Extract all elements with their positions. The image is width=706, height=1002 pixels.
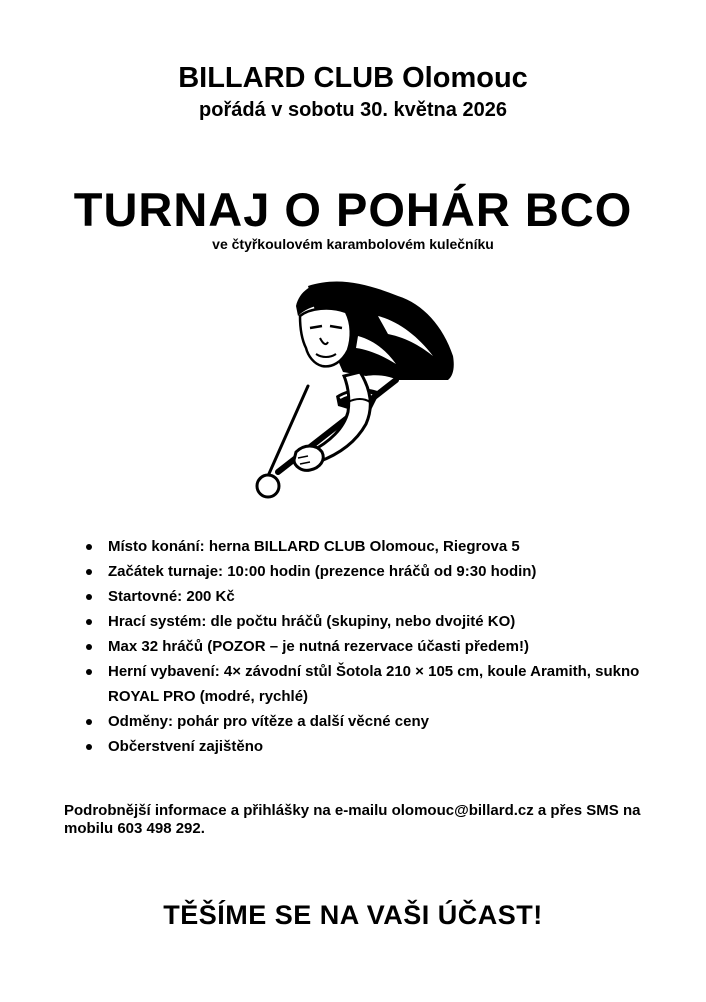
- list-item: Občerstvení zajištěno: [84, 734, 684, 759]
- billiard-player-icon: [248, 276, 458, 502]
- list-item: Hrací systém: dle počtu hráčů (skupiny, nebo dvojité KO): [84, 609, 684, 634]
- club-name: BILLARD CLUB Olomouc: [178, 62, 528, 94]
- list-item: Herní vybavení: 4× závodní stůl Šotola 210 × 105 cm, koule Aramith, sukno ROYAL PRO (modré, rychlé): [84, 659, 684, 709]
- list-item: Začátek turnaje: 10:00 hodin (prezence hráčů od 9:30 hodin): [84, 559, 684, 584]
- closing-slogan: TĚŠÍME SE NA VAŠI ÚČAST!: [163, 900, 543, 930]
- tournament-title: TURNAJ O POHÁR BCO: [73, 183, 633, 236]
- list-item: Startovné: 200 Kč: [84, 584, 684, 609]
- list-item: Odměny: pohár pro vítěze a další věcné ceny: [84, 709, 684, 734]
- event-date: pořádá v sobotu 30. května 2026: [199, 99, 507, 121]
- list-item: Místo konání: herna BILLARD CLUB Olomouc, Riegrova 5: [84, 534, 684, 559]
- list-item: Max 32 hráčů (POZOR – je nutná rezervace účasti předem!): [84, 634, 684, 659]
- contact-info: Podrobnější informace a přihlášky na e-mailu olomouc@billard.cz a přes SMS na mobilu 603 498 292.: [64, 802, 641, 837]
- tournament-subtitle: ve čtyřkoulovém karambolovém kulečníku: [212, 236, 494, 252]
- tournament-info-list: [84, 534, 684, 759]
